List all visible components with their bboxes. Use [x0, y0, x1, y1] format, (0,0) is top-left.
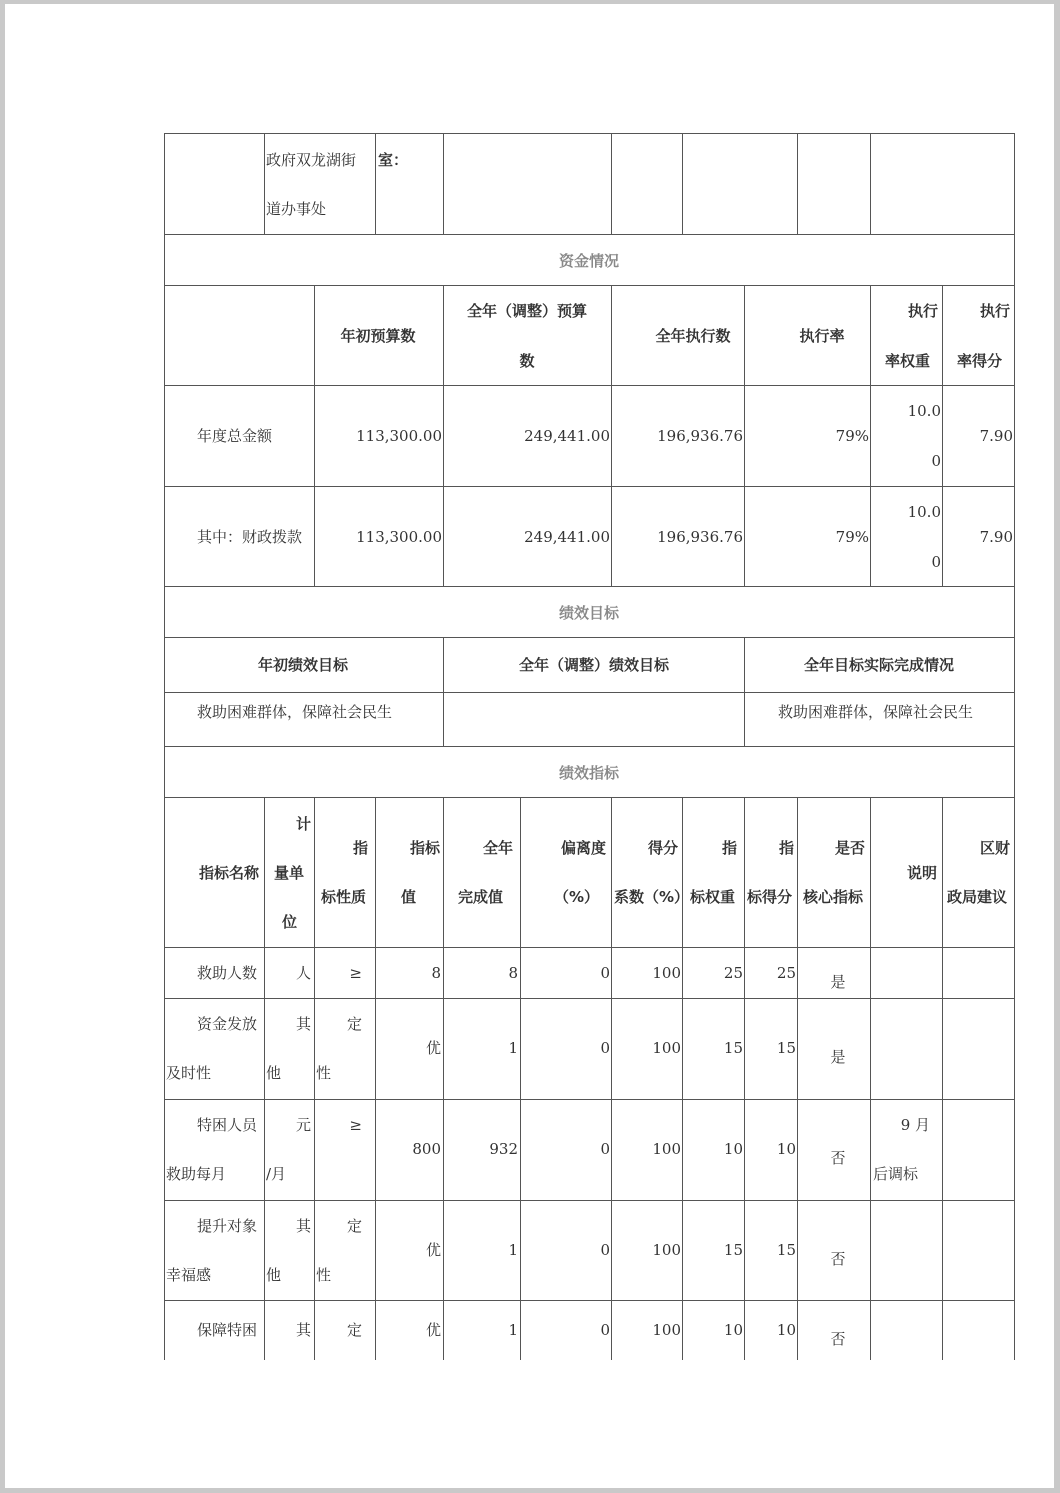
- indicator-unit: 其: [295, 1321, 311, 1339]
- indicator-note-2: 后调标: [873, 1165, 919, 1183]
- funds-rate: 79%: [835, 528, 869, 546]
- header-indicator-name: 指标名称: [199, 864, 260, 882]
- table-rule: [164, 637, 1015, 638]
- table-rule: [164, 1200, 1015, 1201]
- header-note: 说明: [907, 864, 938, 882]
- table-rule: [443, 797, 444, 1360]
- unit-name-line2: 道办事处: [266, 200, 327, 218]
- table-rule: [611, 133, 612, 234]
- header-unit-3: 位: [282, 913, 298, 931]
- header-complete-value: 全年: [482, 839, 513, 857]
- table-rule: [164, 1300, 1015, 1301]
- indicator-name: 特困人员: [197, 1116, 258, 1134]
- table-rule: [164, 947, 1015, 948]
- table-rule: [942, 797, 943, 1360]
- funds-row-label: 年度总金额: [197, 427, 273, 445]
- header-nature-2: 标性质: [321, 888, 367, 906]
- unit-name-line1: 政府双龙湖街: [266, 151, 357, 169]
- indicator-target-value: 优: [425, 1241, 441, 1259]
- indicator-complete-value: 932: [489, 1140, 518, 1158]
- header-nature: 指: [352, 839, 368, 857]
- indicator-core-flag: 否: [830, 1149, 846, 1167]
- indicator-deviation: 0: [600, 1241, 610, 1259]
- indicator-note: 9 月: [900, 1116, 930, 1134]
- indicator-score: 10: [776, 1140, 796, 1158]
- funds-initial: 113,300.00: [356, 427, 442, 445]
- funds-weight: 10.0: [907, 402, 941, 420]
- header-initial-budget: 年初预算数: [340, 327, 416, 345]
- indicator-core-flag: 否: [830, 1250, 846, 1268]
- table-rule: [797, 133, 798, 234]
- header-deviation: 偏离度: [560, 839, 606, 857]
- funds-score: 7.90: [979, 528, 1013, 546]
- table-rule: [164, 998, 1015, 999]
- header-finance-advice-2: 政局建议: [947, 888, 1008, 906]
- funds-row-label: 其中：财政拨款: [197, 528, 303, 546]
- table-rule: [164, 234, 1015, 235]
- table-rule: [164, 1099, 1015, 1100]
- header-score-coef-2: 系数（%）: [614, 888, 690, 906]
- indicator-weight: 10: [723, 1140, 743, 1158]
- header-core-indicator: 是否: [834, 839, 865, 857]
- header-rate-score: 执行: [979, 302, 1010, 320]
- header-rate-score-2: 率得分: [956, 352, 1002, 370]
- header-adjusted-goal: 全年（调整）绩效目标: [518, 656, 669, 674]
- table-rule: [164, 385, 1015, 386]
- indicator-name: 提升对象: [197, 1217, 258, 1235]
- indicator-unit: 其: [295, 1015, 311, 1033]
- table-rule: [682, 797, 683, 1360]
- indicator-score: 15: [776, 1241, 796, 1259]
- indicator-nature: 定: [346, 1015, 362, 1033]
- funds-weight-2: 0: [931, 452, 941, 470]
- indicator-name: 保障特困: [197, 1321, 258, 1339]
- section-title-indicators: 绩效指标: [558, 764, 619, 782]
- header-actual-goal: 全年目标实际完成情况: [803, 656, 954, 674]
- indicator-score-coef: 100: [652, 1321, 681, 1339]
- indicator-deviation: 0: [600, 1039, 610, 1057]
- indicator-score: 25: [776, 964, 796, 982]
- funds-executed: 196,936.76: [657, 528, 743, 546]
- indicator-target-value: 800: [412, 1140, 441, 1158]
- table-rule: [870, 133, 871, 234]
- indicator-unit-2: 他: [266, 1266, 282, 1284]
- indicator-name-2: 及时性: [166, 1064, 212, 1082]
- funds-weight-2: 0: [931, 553, 941, 571]
- indicator-target-value: 8: [431, 964, 441, 982]
- actual-goal-text: 救助困难群体，保障社会民生: [778, 703, 974, 721]
- table-rule: [797, 797, 798, 1360]
- table-rule: [264, 797, 265, 1360]
- table-rule: [164, 133, 1015, 134]
- indicator-deviation: 0: [600, 964, 610, 982]
- table-rule: [164, 746, 1015, 747]
- header-score-coef: 得分: [647, 839, 678, 857]
- table-rule: [164, 285, 1015, 286]
- header-target-value: 指标: [409, 839, 440, 857]
- header-adjusted-budget: 全年（调整）预算: [466, 302, 587, 320]
- table-rule: [375, 133, 376, 234]
- table-rule: [164, 586, 1015, 587]
- table-rule: [314, 797, 315, 1360]
- header-indicator-score-2: 标得分: [747, 888, 793, 906]
- table-rule: [375, 797, 376, 1360]
- header-target-value-2: 值: [401, 888, 417, 906]
- table-rule: [744, 797, 745, 1360]
- funds-weight: 10.0: [907, 503, 941, 521]
- header-indicator-score: 指: [778, 839, 794, 857]
- indicator-weight: 15: [723, 1039, 743, 1057]
- table-rule: [164, 797, 1015, 798]
- indicator-nature: ≥: [349, 1116, 362, 1134]
- header-core-indicator-2: 核心指标: [803, 888, 864, 906]
- header-indicator-weight-2: 标权重: [690, 888, 736, 906]
- indicator-nature: 定: [346, 1321, 362, 1339]
- header-unit-2: 量单: [274, 864, 305, 882]
- indicator-complete-value: 1: [508, 1241, 518, 1259]
- header-executed: 全年执行数: [655, 327, 731, 345]
- indicator-complete-value: 8: [508, 964, 518, 982]
- indicator-deviation: 0: [600, 1321, 610, 1339]
- indicator-weight: 15: [723, 1241, 743, 1259]
- header-rate-weight-2: 率权重: [884, 352, 930, 370]
- funds-adjusted: 249,441.00: [524, 427, 610, 445]
- indicator-score-coef: 100: [652, 1241, 681, 1259]
- header-finance-advice: 区财: [979, 839, 1010, 857]
- table-rule: [682, 133, 683, 234]
- indicator-nature-2: 性: [316, 1266, 332, 1284]
- indicator-weight: 10: [723, 1321, 743, 1339]
- table-rule: [164, 692, 1015, 693]
- section-title-goals: 绩效目标: [558, 604, 619, 622]
- funds-score: 7.90: [979, 427, 1013, 445]
- table-rule: [611, 797, 612, 1360]
- table-rule: [443, 133, 444, 234]
- indicator-score-coef: 100: [652, 1039, 681, 1057]
- indicator-score-coef: 100: [652, 964, 681, 982]
- indicator-core-flag: 否: [830, 1330, 846, 1348]
- indicator-name-2: 幸福感: [166, 1266, 212, 1284]
- indicator-score: 15: [776, 1039, 796, 1057]
- indicator-score-coef: 100: [652, 1140, 681, 1158]
- indicator-name: 资金发放: [197, 1015, 258, 1033]
- indicator-target-value: 优: [425, 1321, 441, 1339]
- header-unit: 计: [295, 815, 311, 833]
- header-rate-weight: 执行: [907, 302, 938, 320]
- funds-adjusted: 249,441.00: [524, 528, 610, 546]
- indicator-complete-value: 1: [508, 1039, 518, 1057]
- indicator-score: 10: [776, 1321, 796, 1339]
- header-adjusted-budget-2: 数: [519, 352, 535, 370]
- table-rule: [264, 133, 265, 234]
- table-rule: [164, 486, 1015, 487]
- table-rule: [520, 797, 521, 1360]
- header-deviation-2: （%）: [554, 888, 600, 906]
- initial-goal-text: 救助困难群体，保障社会民生: [197, 703, 393, 721]
- table-rule: [870, 797, 871, 1360]
- table-rule: [744, 637, 745, 746]
- indicator-core-flag: 是: [830, 973, 846, 991]
- funds-initial: 113,300.00: [356, 528, 442, 546]
- table-rule: [443, 637, 444, 746]
- indicator-unit-2: /月: [266, 1165, 287, 1183]
- section-title-funds: 资金情况: [558, 252, 619, 270]
- indicator-name-2: 救助每月: [166, 1165, 227, 1183]
- indicator-deviation: 0: [600, 1140, 610, 1158]
- indicator-nature: 定: [346, 1217, 362, 1235]
- indicator-nature: ≥: [349, 964, 362, 982]
- indicator-target-value: 优: [425, 1039, 441, 1057]
- indicator-unit-2: 他: [266, 1064, 282, 1082]
- indicator-unit: 元: [295, 1116, 311, 1134]
- indicator-name: 救助人数: [197, 964, 258, 982]
- indicator-unit: 其: [295, 1217, 311, 1235]
- indicator-unit: 人: [295, 964, 311, 982]
- funds-rate: 79%: [835, 427, 869, 445]
- indicator-core-flag: 是: [830, 1048, 846, 1066]
- funds-executed: 196,936.76: [657, 427, 743, 445]
- header-exec-rate: 执行率: [799, 327, 845, 345]
- header-complete-value-2: 完成值: [458, 888, 504, 906]
- header-indicator-weight: 指: [721, 839, 737, 857]
- indicator-weight: 25: [723, 964, 743, 982]
- room-label: 室：: [378, 151, 409, 169]
- indicator-nature-2: 性: [316, 1064, 332, 1082]
- header-initial-goal: 年初绩效目标: [257, 656, 348, 674]
- indicator-complete-value: 1: [508, 1321, 518, 1339]
